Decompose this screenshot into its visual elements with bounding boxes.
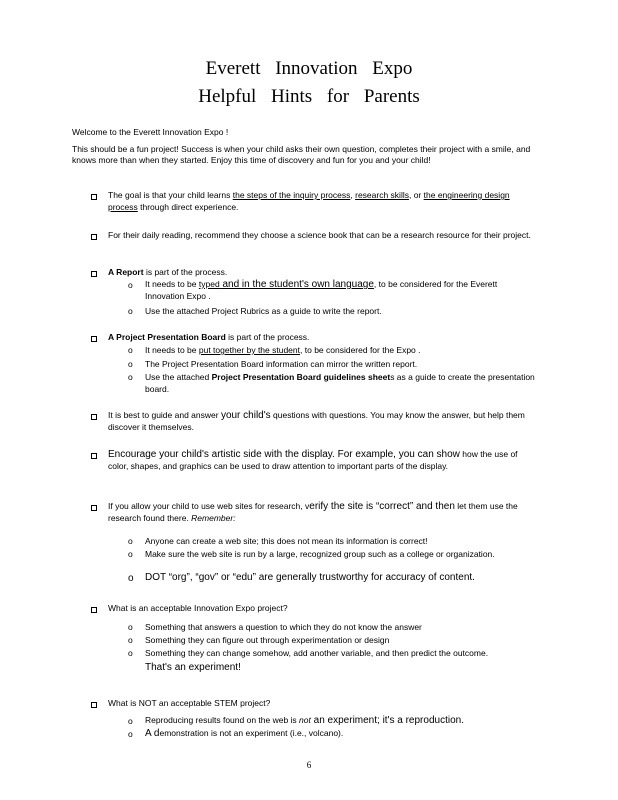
acceptable-sub-2: Something they can figure out through experimentation or design <box>145 635 390 645</box>
report-sub1-post: , to be considered for the Everett Innovation Expo . <box>145 279 498 301</box>
square-bullet-icon <box>91 453 97 459</box>
goal-mid2: , or <box>408 190 424 200</box>
intro-paragraph <box>72 127 542 167</box>
presentation-sub1-post: , to be considered for the Expo . <box>300 345 421 355</box>
presentation-sub-2: The Project Presentation Board information can mirror the written report. <box>145 359 418 369</box>
web-pre: If you allow your child to use web sites for research, v <box>108 501 310 511</box>
presentation-sub-1 <box>145 345 535 357</box>
square-bullet-icon <box>91 702 97 708</box>
web-sub-3: DOT “org”, “gov” or “edu” are generally trustworthy for accuracy of content. <box>145 572 475 583</box>
goal-engineering-process: the engineering design process <box>108 190 510 212</box>
artistic-post: how the use of color, shapes, and graphics can be used to draw attention to important parts of the display. <box>108 449 518 471</box>
bullet-reading: For their daily reading, recommend they choose a science book that can be a research resource for their project. <box>108 230 531 240</box>
bullet-web <box>108 501 538 524</box>
presentation-sub1-student: put together by the student <box>198 345 301 355</box>
web-mid: let them use the research found there. <box>108 501 518 523</box>
bullet-not-acceptable: What is NOT an acceptable STEM project? <box>108 698 271 708</box>
acceptable-sub3-experiment: That's an experiment! <box>145 661 241 673</box>
goal-post: through direct experience. <box>137 201 239 212</box>
goal-mid1: , <box>350 190 356 200</box>
sub-bullet-icon: o <box>128 306 133 316</box>
bullet-artistic <box>108 449 538 472</box>
guide-your-child: your child's <box>220 410 271 421</box>
bullet-goal <box>108 190 538 213</box>
not-acceptable-sub2-text: emonstration is not an experiment (i.e., volcano). <box>159 728 344 738</box>
web-verify: erify the site is “correct” and then <box>309 501 455 512</box>
sub-bullet-icon: o <box>128 648 133 658</box>
bullet-presentation <box>108 332 538 344</box>
web-sub-1: Anyone can create a web site; this does not mean its information is correct! <box>145 536 428 546</box>
sub-bullet-icon: o <box>128 549 133 559</box>
report-sub-1 <box>145 279 535 302</box>
square-bullet-icon <box>91 607 97 613</box>
presentation-sub3-pre: Use the attached <box>145 372 212 382</box>
report-label: A Report <box>108 267 144 277</box>
bullet-acceptable: What is an acceptable Innovation Expo project? <box>108 603 288 613</box>
sub-bullet-icon: o <box>128 536 133 546</box>
not-acceptable-sub1-reproduction: an experiment; it's a reproduction. <box>310 715 464 726</box>
goal-pre: The goal is that your child learns <box>108 190 233 200</box>
sub-bullet-icon: o <box>128 345 133 355</box>
report-text: is part of the process. <box>143 267 228 277</box>
square-bullet-icon <box>91 234 97 240</box>
presentation-sub3-guidelines: Project Presentation Board guidelines sheet <box>211 372 391 382</box>
sub-bullet-icon: o <box>128 573 134 584</box>
report-sub1-typed: typed <box>198 279 220 289</box>
intro-welcome: Welcome to the Everett Innovation Expo ! <box>72 127 229 137</box>
not-acceptable-sub1-not: not <box>299 715 311 725</box>
page-number: 6 <box>306 760 312 770</box>
goal-inquiry-process: the steps of the inquiry process <box>232 190 351 200</box>
acceptable-sub3-text: Something they can change somehow, add another variable, and then predict the outcome. <box>145 648 489 658</box>
presentation-label: A Project Presentation Board <box>108 332 226 342</box>
report-sub1-pre: It needs to be <box>145 279 199 289</box>
report-sub-2: Use the attached Project Rubrics as a guide to write the report. <box>145 306 382 316</box>
acceptable-sub-1: Something that answers a question to which they do not know the answer <box>145 622 422 632</box>
report-sub1-language: and in the student's own language <box>219 279 374 290</box>
square-bullet-icon <box>91 336 97 342</box>
bullet-report <box>108 267 538 279</box>
square-bullet-icon <box>91 271 97 277</box>
web-sub-2: Make sure the web site is run by a large, recognized group such as a college or organization. <box>145 549 495 559</box>
presentation-text: is part of the process. <box>225 332 310 342</box>
intro-body: This should be a fun project! Success is when your child asks their own question, completes their project with a smile, and knows more than when they started. Enjoy this time of discovery and fun for you and your child! <box>72 143 531 165</box>
artistic-lead: Encourage your child's artistic side with the display. For example, you can show <box>108 449 460 460</box>
sub-bullet-icon: o <box>128 716 133 726</box>
square-bullet-icon <box>91 414 97 420</box>
web-remember: Remember: <box>191 512 236 523</box>
sub-bullet-icon: o <box>128 729 133 739</box>
title-line-2: Helpful Hints for Parents <box>198 86 420 107</box>
not-acceptable-sub2-lead: A d <box>145 728 160 739</box>
sub-bullet-icon: o <box>128 622 133 632</box>
square-bullet-icon <box>91 194 97 200</box>
acceptable-sub-3 <box>145 648 535 673</box>
guide-post: questions with questions. You may know the answer, but help them discover it themselves. <box>108 410 525 432</box>
sub-bullet-icon: o <box>128 635 133 645</box>
sub-bullet-icon: o <box>128 280 133 290</box>
title-line-1: Everett Innovation Expo <box>205 58 413 79</box>
not-acceptable-sub1-pre: Reproducing results found on the web is <box>145 715 300 725</box>
not-acceptable-sub-2 <box>145 728 535 740</box>
guide-pre: It is best to guide and answer <box>108 410 221 420</box>
presentation-sub1-pre: It needs to be <box>145 345 199 355</box>
presentation-sub-3 <box>145 372 535 395</box>
not-acceptable-sub-1 <box>145 715 535 727</box>
presentation-sub3-post: s as a guide to create the presentation board. <box>145 372 535 394</box>
goal-research-skills: research skills <box>355 190 409 200</box>
square-bullet-icon <box>91 505 97 511</box>
bullet-guide <box>108 410 538 433</box>
sub-bullet-icon: o <box>128 372 133 382</box>
sub-bullet-icon: o <box>128 359 133 369</box>
